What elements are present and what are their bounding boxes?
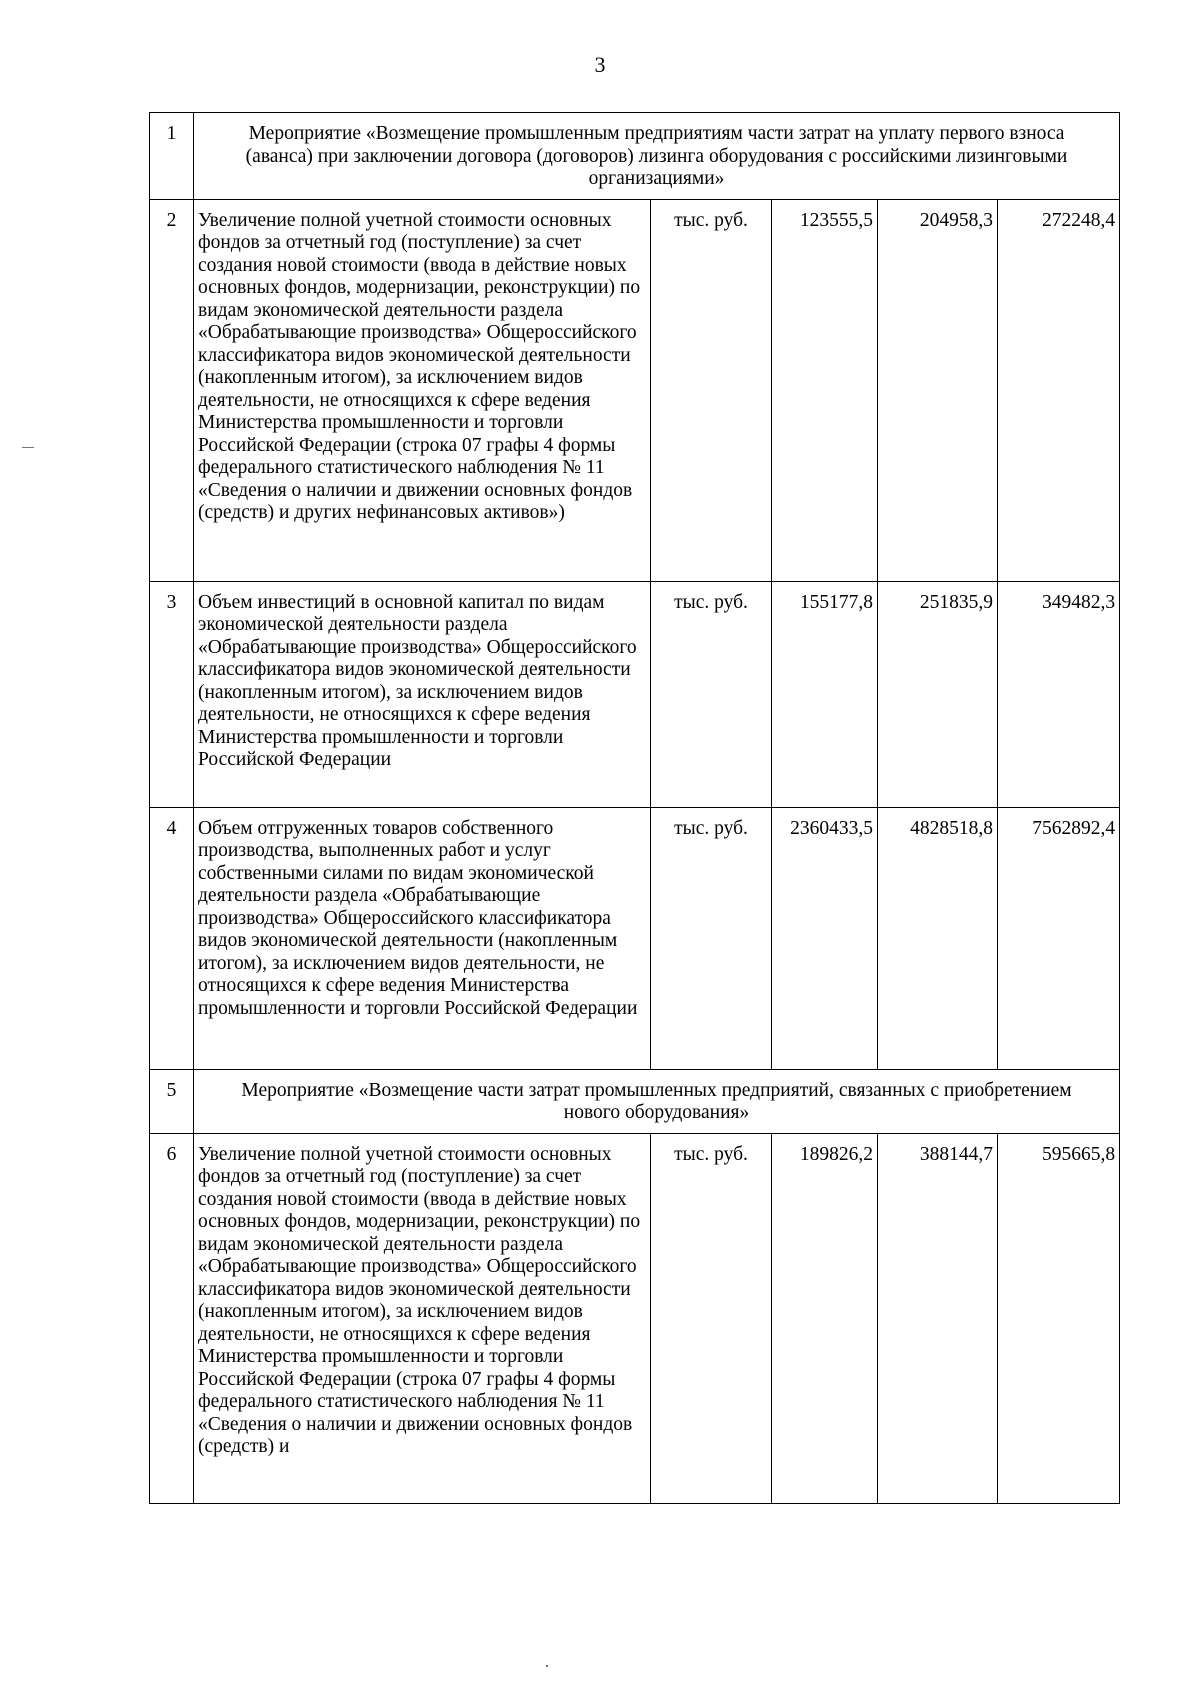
row-number: 2 [150,199,194,581]
value-year-1: 155177,8 [772,581,878,807]
value-year-2: 251835,9 [878,581,998,807]
row-number: 1 [150,113,194,200]
section-title: Мероприятие «Возмещение части затрат промышленных предприятий, связанных с приобретением нового оборудования» [194,1069,1120,1133]
table-row [150,807,1120,1069]
row-number: 5 [150,1069,194,1133]
value-year-2: 388144,7 [878,1133,998,1503]
unit-cell: тыс. руб. [651,1133,772,1503]
value-year-3: 595665,8 [998,1133,1120,1503]
table-row [150,581,1120,807]
page-number: 3 [594,52,606,77]
row-number: 3 [150,581,194,807]
indicator-description: Увеличение полной учетной стоимости основных фондов за отчетный год (поступление) за счет создания новой стоимости (ввода в действие новых основных фондов, модернизации, реконструкции) по видам экономической деятельности раздела «Обрабатывающие производства» Общероссийского классификатора видов экономической деятельности (накопленным итогом), за исключением видов деятельности, не относящихся к сфере ведения Министерства промышленности и торговли Российской Федерации (строка 07 графы 4 формы федерального статистического наблюдения № 11 «Сведения о наличии и движении основных фондов (средств) и [194,1133,651,1503]
value-year-3: 349482,3 [998,581,1120,807]
scan-dot [546,1665,548,1667]
unit-cell: тыс. руб. [651,199,772,581]
value-year-1: 189826,2 [772,1133,878,1503]
value-year-2: 4828518,8 [878,807,998,1069]
unit-cell: тыс. руб. [651,807,772,1069]
table-row-section [150,1069,1120,1133]
value-year-1: 2360433,5 [772,807,878,1069]
table-row [150,1133,1120,1503]
indicator-description: Увеличение полной учетной стоимости основных фондов за отчетный год (поступление) за счет создания новой стоимости (ввода в действие новых основных фондов, модернизации, реконструкции) по видам экономической деятельности раздела «Обрабатывающие производства» Общероссийского классификатора видов экономической деятельности (накопленным итогом), за исключением видов деятельности, не относящихся к сфере ведения Министерства промышленности и торговли Российской Федерации (строка 07 графы 4 формы федерального статистического наблюдения № 11 «Сведения о наличии и движении основных фондов (средств) и других нефинансовых активов») [194,199,651,581]
unit-cell: тыс. руб. [651,581,772,807]
table-row [150,199,1120,581]
table-row-section [150,113,1120,200]
section-title: Мероприятие «Возмещение промышленным предприятиям части затрат на уплату первого взноса (аванса) при заключении договора (договоров) лизинга оборудования с российскими лизинговыми организациями» [194,113,1120,200]
indicators-table [149,112,1120,1504]
indicator-description: Объем отгруженных товаров собственного производства, выполненных работ и услуг собственными силами по видам экономической деятельности раздела «Обрабатывающие производства» Общероссийского классификатора видов экономической деятельности (накопленным итогом), за исключением видов деятельности, не относящихся к сфере ведения Министерства промышленности и торговли Российской Федерации [194,807,651,1069]
value-year-3: 7562892,4 [998,807,1120,1069]
row-number: 6 [150,1133,194,1503]
scan-mark [22,447,34,448]
value-year-1: 123555,5 [772,199,878,581]
indicator-description: Объем инвестиций в основной капитал по видам экономической деятельности раздела «Обрабатывающие производства» Общероссийского классификатора видов экономической деятельности (накопленным итогом), за исключением видов деятельности, не относящихся к сфере ведения Министерства промышленности и торговли Российской Федерации [194,581,651,807]
value-year-2: 204958,3 [878,199,998,581]
row-number: 4 [150,807,194,1069]
value-year-3: 272248,4 [998,199,1120,581]
